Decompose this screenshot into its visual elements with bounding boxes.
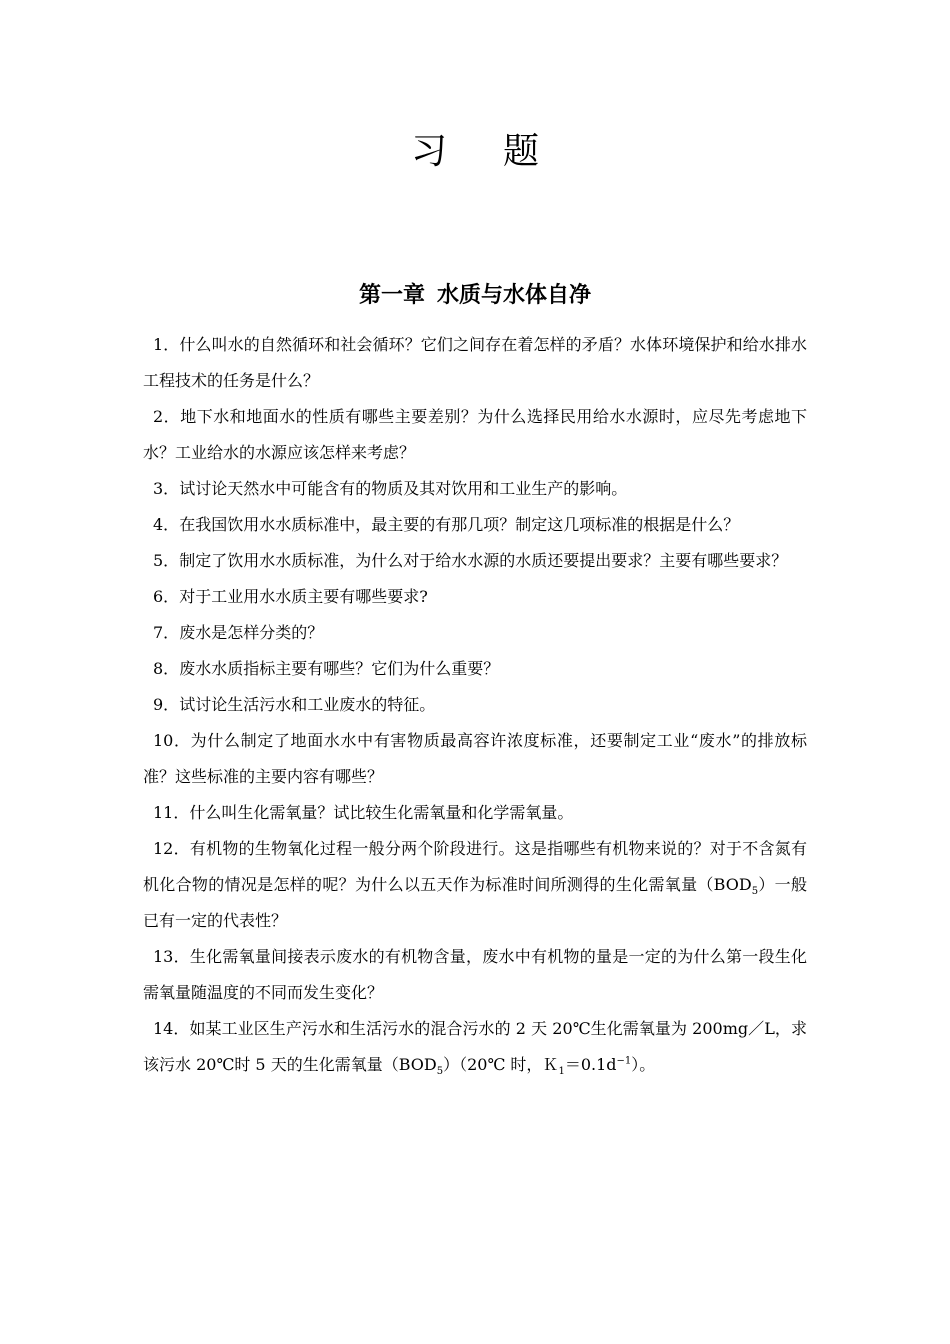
question-text: 制定了饮用水水质标准，为什么对于给水水源的水质还要提出要求？主要有哪些要求？ [179,551,788,570]
question-text: 如某工业区生产污水和生活污水的混合污水的 2 天 20℃生化需氧量为 200mg／L，求该污水 20℃时 5 天的生化需氧量（BOD [143,1019,807,1074]
question-item [143,327,807,399]
question-number: 3． [153,479,180,498]
question-item [143,471,807,507]
question-text-cont: ＝0.1d [564,1055,617,1074]
question-item [143,795,807,831]
question-text-cont: ）一般已有一定的代表性？ [143,875,807,930]
question-item [143,939,807,1011]
question-list [143,327,807,1083]
question-number: 8． [153,659,180,678]
chapter-label: 第一章 [358,283,425,308]
question-number: 2． [153,407,181,426]
subscript: 5 [436,1066,444,1078]
question-number: 10． [153,731,191,750]
chapter-heading [0,279,950,313]
question-item [143,651,807,687]
question-item [143,831,807,939]
question-text: 为什么制定了地面水水中有害物质最高容许浓度标准，还要制定工业“废水”的排放标准？这些标准的主要内容有哪些？ [143,731,807,786]
question-item [143,615,807,651]
question-text: 地下水和地面水的性质有哪些主要差别？为什么选择民用给水水源时，应尽先考虑地下水？工业给水的水源应该怎样来考虑？ [143,407,807,462]
question-number: 4． [153,515,180,534]
question-number: 5． [153,551,180,570]
question-item [143,507,807,543]
question-item [143,579,807,615]
question-number: 9． [153,695,180,714]
question-number: 7． [153,623,180,642]
question-text: 在我国饮用水水质标准中，最主要的有那几项？制定这几项标准的根据是什么？ [179,515,740,534]
question-number: 11． [153,803,190,822]
question-item [143,543,807,579]
question-text-cont: ）（20℃ 时，Ｋ [443,1055,559,1074]
question-number: 13． [153,947,190,966]
subscript: 1 [558,1066,565,1078]
chapter-name: 水质与水体自净 [437,283,592,308]
question-text: 生化需氧量间接表示废水的有机物含量，废水中有机物的量是一定的为什么第一段生化需氧量随温度的不同而发生变化？ [143,947,807,1002]
question-text: 对于工业用水水质主要有哪些要求? [179,587,428,606]
question-text: 什么叫生化需氧量？试比较生化需氧量和化学需氧量。 [189,803,574,822]
superscript: −1 [616,1055,632,1067]
question-number: 14． [153,1019,190,1038]
question-text: 有机物的生物氧化过程一般分两个阶段进行。这是指哪些有机物来说的？对于不含氮有机化合物的情况是怎样的呢？为什么以五天作为标准时间所测得的生化需氧量（BOD [143,839,807,894]
question-item [143,1011,807,1083]
question-item [143,687,807,723]
question-text: 废水水质指标主要有哪些？它们为什么重要？ [179,659,500,678]
question-item [143,399,807,471]
question-text: 试讨论天然水中可能含有的物质及其对饮用和工业生产的影响。 [179,479,628,498]
question-text: 试讨论生活污水和工业废水的特征。 [179,695,436,714]
page-title: 习题 [410,131,595,172]
question-text: 废水是怎样分类的？ [179,623,324,642]
subscript: 5 [751,886,759,898]
question-text: 什么叫水的自然循环和社会循环？它们之间存在着怎样的矛盾？水体环境保护和给水排水工程技术的任务是什么？ [143,335,807,390]
question-number: 6． [153,587,180,606]
question-number: 12． [153,839,190,858]
question-item [143,723,807,795]
question-text-cont: ）。 [631,1055,656,1074]
question-number: 1． [153,335,180,354]
